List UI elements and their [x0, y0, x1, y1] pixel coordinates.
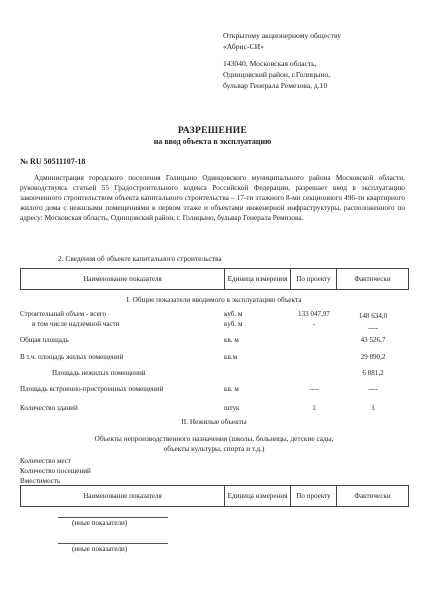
document-title-block	[0, 126, 425, 146]
row-name: В т.ч. площадь жилых помещений	[20, 353, 124, 361]
recipient-addr3: бульвар Генерала Ремезова, д.10	[223, 81, 328, 90]
nonres-title-line2: объекты культуры, спорта и т.д.)	[163, 444, 265, 453]
header-unit: Единица измерения	[225, 269, 291, 290]
row-name: Количество зданий	[20, 404, 78, 412]
row-name: в том числе надземной части	[32, 320, 120, 328]
recipient-addr2: Одинцовский район, г.Голицыно,	[223, 70, 331, 79]
header-fact: Фактически	[337, 269, 409, 290]
row-unit: кв.м	[224, 353, 238, 361]
row-fact: 148 634,0	[358, 312, 388, 320]
row-fact: 29 890,2	[360, 353, 386, 361]
table-row	[20, 385, 408, 395]
row-unit: кв. м	[224, 336, 239, 344]
section-ii-title: II. Нежилые объекты	[181, 417, 247, 426]
document-title: РАЗРЕШЕНИЕ	[177, 126, 248, 136]
table-row	[20, 404, 408, 414]
row-name: Общая площадь	[20, 336, 69, 344]
recipient-line2: «Абрис-СИ»	[223, 42, 264, 51]
blank-line	[58, 543, 168, 544]
header-fact: Фактически	[337, 486, 409, 507]
row-unit: куб. м	[224, 310, 243, 318]
row-fact: ----	[368, 385, 378, 393]
recipient-addr1: 143040, Московская область,	[223, 59, 317, 68]
header-project: По проекту	[291, 486, 337, 507]
document-subtitle: на ввод объекта в эксплуатацию	[153, 137, 272, 146]
row-fact: 6 881,2	[362, 369, 384, 377]
row-project: 1	[312, 404, 316, 412]
recipient-block	[223, 30, 341, 91]
nonres-line: Количество мест	[20, 457, 71, 465]
indicator-table-header-2	[20, 485, 409, 507]
row-unit: кв. м	[224, 385, 239, 393]
blank-line	[58, 517, 168, 518]
header-unit: Единица измерения	[225, 486, 291, 507]
section1-title: I. Общие показатели вводимого в эксплуатацию объекта	[126, 295, 302, 304]
row-fact: 43 526,7	[360, 336, 386, 344]
table-row	[20, 320, 408, 330]
other-indicator-1: (иные показатели)	[72, 519, 128, 527]
other-indicator-2: (иные показатели)	[72, 545, 128, 553]
row-name: Площадь встроенно-пристроенных помещений	[20, 385, 164, 393]
nonres-line: Количество посещений	[20, 467, 91, 475]
indicator-table-header	[20, 268, 409, 290]
row-project: -	[312, 320, 316, 328]
header-name: Наименование показателя	[21, 269, 225, 290]
row-fact: ----	[368, 324, 378, 332]
row-project: ----	[309, 385, 319, 393]
table-row	[20, 336, 408, 346]
recipient-line1: Открытому акционерному обществу	[223, 31, 342, 40]
row-unit: куб. м	[224, 320, 243, 328]
table-row	[20, 353, 408, 363]
section2-title: 2. Сведения об объекте капитального строительства	[58, 254, 222, 263]
nonres-title-line1: Объекты непроизводственного назначения (школы, больницы, детские сады,	[94, 434, 334, 443]
header-project: По проекту	[291, 269, 337, 290]
row-name: Площадь нежилых помещений	[52, 369, 146, 377]
header-name: Наименование показателя	[21, 486, 225, 507]
nonres-line: Вместимость	[20, 477, 61, 485]
row-project: 133 047,97	[298, 310, 330, 318]
row-unit: штук	[224, 404, 240, 412]
row-name: Строительный объем - всего	[20, 310, 107, 318]
table-row	[20, 369, 408, 379]
permit-number: № RU 50511107-18	[20, 157, 86, 166]
intro-paragraph: Администрация городского поселения Голицыно Одинцовского муниципального района Московской области, руководствуясь статьей 55 Градостроительного кодекса Российской Федерации, разрешает ввод в эксплуатацию законченного строительством объекта капитального строительства – 17-ти этажного 8-ми секционного 496-ти квартирного жилого дома с нежилыми помещениями в первом этаже и объектами инженерной инфраструктуры, расположенного по адресу: Московская область, Одинцовский район, г. Голицыно, бульвар Генерала Ремизова.	[20, 173, 405, 222]
table-row	[20, 310, 408, 320]
row-fact: 1	[371, 404, 375, 412]
